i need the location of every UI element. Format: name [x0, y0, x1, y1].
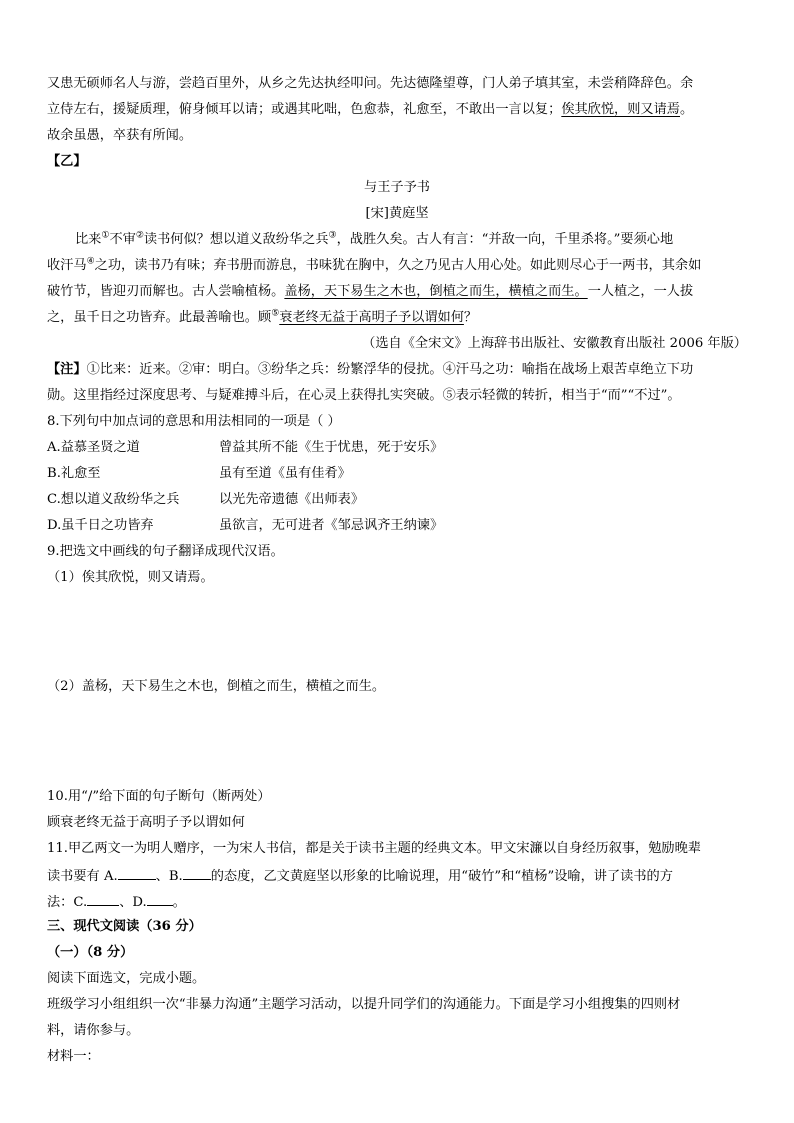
yi-text: 破竹节，皆迎刃而解也。古人尝喻植杨。 [47, 284, 285, 299]
q8-option-c-left: C.想以道义敌纷华之兵 [47, 492, 180, 507]
blank-b[interactable] [183, 866, 211, 880]
jia-line-2 [47, 101, 693, 119]
question-9-2: （2）盖杨，天下易生之木也，倒植之而生，横植之而生。 [47, 679, 386, 694]
yi-para-line-3 [47, 283, 693, 301]
q8-option-a [47, 439, 443, 457]
note-marker-2: ② [135, 230, 144, 241]
notes-text: ①比来：近来。②审：明白。③纷华之兵：纷繁浮华的侵扰。④汗马之功：喻指在战场上艰苦卓绝立下功 [86, 362, 694, 377]
yi-underlined-sentence: 盖杨，天下易生之木也，倒植之而生，横植之而生。 [284, 284, 588, 299]
section-3-intro-line-1: 班级学习小组组织一次“非暴力沟通”主题学习活动，以提升同学们的沟通能力。下面是学习小组搜集的四则材 [47, 997, 681, 1012]
question-9: 9.把选文中画线的句子翻译成现代汉语。 [47, 544, 284, 559]
notes-label: 【注】 [47, 362, 87, 377]
material-1-label: 材料一： [47, 1049, 100, 1064]
q11-text: 、B. [155, 869, 183, 884]
passage-yi-source: （选自《全宋文》上海辞书出版社、安徽教育出版社 2006 年版） [362, 336, 747, 351]
q11-text: 。 [172, 895, 186, 910]
jia-line-1: 又患无硕师名人与游，尝趋百里外，从乡之先达执经叩问。先达德隆望尊，门人弟子填其室，未尝稍降辞色。余 [47, 76, 694, 91]
blank-c[interactable] [87, 892, 119, 906]
q8-option-c-right: 以光先帝遗德《出师表》 [219, 492, 365, 507]
jia-line-2-end: 。 [680, 102, 694, 117]
question-8: 8.下列句中加点词的意思和用法相同的一项是（ ） [47, 414, 341, 429]
yi-text: 不审 [109, 232, 136, 247]
q8-option-b-right: 虽有至道《虽有佳肴》 [219, 466, 351, 481]
q8-option-a-left: A.益慕圣贤之道 [47, 440, 140, 455]
yi-text: ，战胜久矣。古人有言：“并敌一向，千里杀将。”要须心地 [336, 232, 674, 247]
q8-option-d [47, 517, 443, 535]
note-marker-4: ④ [86, 256, 95, 267]
q8-option-c [47, 491, 364, 509]
q11-text: 法：C. [47, 895, 88, 910]
q11-text: 、D. [119, 895, 147, 910]
yi-underlined-phrase: 衰老终无益于高明子予以谓如何 [279, 310, 464, 325]
blank-a[interactable] [118, 866, 156, 880]
q8-option-d-right: 虽欲言，无可进者《邹忌讽齐王纳谏》 [219, 518, 444, 533]
note-marker-3: ③ [328, 230, 337, 241]
question-10-text: 顾衰老终无益于高明子予以谓如何 [47, 815, 245, 830]
question-11-line-3 [47, 892, 186, 912]
jia-underlined-sentence: 俟其欣悦，则又请焉 [561, 102, 680, 117]
q11-text: 的态度，乙文黄庭坚以形象的比喻说理，用“破竹”和“植杨”设喻，讲了读书的方 [210, 869, 673, 884]
note-marker-1: ① [101, 230, 110, 241]
passage-yi-label: 【乙】 [47, 154, 87, 169]
blank-d[interactable] [147, 892, 173, 906]
yi-text: 读书何似？想以道义敌纷华之兵 [143, 232, 329, 247]
note-marker-5: ⑤ [271, 308, 280, 319]
notes-line-2: 勋。这里指经过深度思考、与疑难搏斗后，在心灵上获得扎实突破。⑤表示轻微的转折，相当于“而”“不过”。 [47, 388, 681, 403]
section-3-subheading: （一）（8 分） [47, 945, 134, 960]
q8-option-b-left: B.礼愈至 [47, 466, 101, 481]
question-11-line-2 [47, 866, 673, 886]
q8-option-a-right: 曾益其所不能《生于忧患，死于安乐》 [219, 440, 444, 455]
q8-option-d-left: D.虽千日之功皆弃 [47, 518, 154, 533]
yi-text: ？ [463, 310, 478, 325]
yi-para-line-1 [75, 231, 673, 249]
section-3-instruction: 阅读下面选文，完成小题。 [47, 971, 206, 986]
jia-line-2-text: 立侍左右，援疑质理，俯身倾耳以请；或遇其叱咄，色愈恭，礼愈至，不敢出一言以复； [47, 102, 562, 117]
question-11-line-1: 11.甲乙两文一为明人赠序，一为宋人书信，都是关于读书主题的经典文本。甲文宋濂以自身经历叙事，勉励晚辈 [47, 841, 701, 856]
notes-line-1 [47, 361, 693, 379]
yi-text: 收汗马 [47, 258, 87, 273]
yi-text: 一人植之，一人拔 [587, 284, 694, 299]
jia-line-3: 故余虽愚，卒获有所闻。 [47, 128, 193, 143]
yi-para-line-4 [47, 309, 477, 327]
yi-para-line-2 [47, 257, 701, 275]
q11-text: 读书要有 A. [47, 869, 118, 884]
q8-option-b [47, 465, 351, 483]
yi-text: 之，虽千日之功皆弃。此最善喻也。顾 [47, 310, 272, 325]
passage-yi-title: 与王子予书 [364, 180, 430, 195]
yi-text: 之功，读书乃有味；弃书册而游息，书味犹在胸中，久之乃见古人用心处。如此则尽心于一两书，其余如 [94, 258, 702, 273]
yi-text: 比来 [75, 232, 102, 247]
question-9-1: （1）俟其欣悦，则又请焉。 [47, 570, 214, 585]
passage-yi-author: [宋]黄庭坚 [365, 206, 429, 221]
question-10: 10.用“/”给下面的句子断句（断两处） [47, 789, 271, 804]
section-3-heading: 三、现代文阅读（36 分） [47, 919, 202, 934]
section-3-intro-line-2: 料，请你参与。 [47, 1023, 140, 1038]
